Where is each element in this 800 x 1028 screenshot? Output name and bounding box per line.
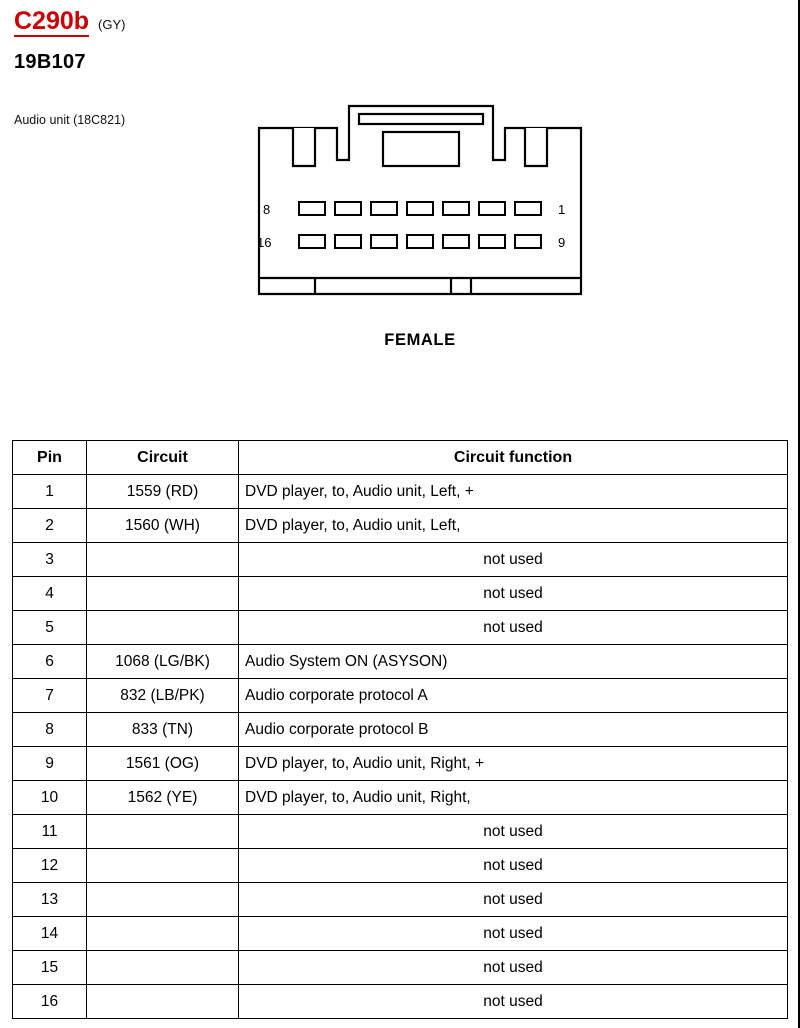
connector-id: C290b [14, 8, 89, 37]
connector-color-code: (GY) [98, 17, 126, 32]
cell-circuit-function: DVD player, to, Audio unit, Right, [239, 781, 788, 815]
cell-circuit-function: Audio System ON (ASYSON) [239, 645, 788, 679]
cell-circuit [87, 577, 239, 611]
cell-circuit-function: not used [239, 611, 788, 645]
cell-circuit-function: DVD player, to, Audio unit, Left, [239, 509, 788, 543]
connector-header [14, 8, 126, 74]
cell-circuit [87, 815, 239, 849]
cell-pin: 3 [13, 543, 87, 577]
pin-table-body [13, 475, 788, 1019]
cell-circuit: 1559 (RD) [87, 475, 239, 509]
cell-circuit [87, 951, 239, 985]
cell-circuit-function: not used [239, 577, 788, 611]
cell-circuit-function: not used [239, 849, 788, 883]
cell-circuit: 832 (LB/PK) [87, 679, 239, 713]
cell-circuit-function: DVD player, to, Audio unit, Left, + [239, 475, 788, 509]
column-header-circuit-function: Circuit function [239, 441, 788, 475]
table-row [13, 883, 788, 917]
cell-pin: 5 [13, 611, 87, 645]
table-row [13, 577, 788, 611]
cell-circuit [87, 985, 239, 1019]
cell-pin: 2 [13, 509, 87, 543]
cell-circuit-function: not used [239, 883, 788, 917]
table-row [13, 509, 788, 543]
cell-circuit [87, 917, 239, 951]
cell-pin: 8 [13, 713, 87, 747]
cell-pin: 12 [13, 849, 87, 883]
cell-circuit: 1560 (WH) [87, 509, 239, 543]
table-row [13, 645, 788, 679]
cell-circuit-function: not used [239, 917, 788, 951]
connector-diagram [255, 92, 585, 320]
cell-circuit: 1068 (LG/BK) [87, 645, 239, 679]
cell-pin: 10 [13, 781, 87, 815]
cell-circuit-function: Audio corporate protocol A [239, 679, 788, 713]
cell-circuit [87, 883, 239, 917]
table-row [13, 713, 788, 747]
connector-gender-label: FEMALE [384, 331, 456, 349]
cell-circuit [87, 849, 239, 883]
cell-pin: 16 [13, 985, 87, 1019]
part-number: 19B107 [14, 51, 86, 74]
column-header-circuit: Circuit [87, 441, 239, 475]
table-row [13, 917, 788, 951]
cell-circuit-function: not used [239, 815, 788, 849]
cell-circuit-function: Audio corporate protocol B [239, 713, 788, 747]
cell-circuit: 1562 (YE) [87, 781, 239, 815]
cavity-label-bottom-right: 9 [558, 235, 566, 250]
cell-pin: 4 [13, 577, 87, 611]
cell-pin: 15 [13, 951, 87, 985]
cavity-label-top-right: 1 [558, 202, 566, 217]
cell-pin: 6 [13, 645, 87, 679]
connector-illustration [255, 92, 585, 320]
cell-circuit-function: not used [239, 543, 788, 577]
column-header-pin: Pin [13, 441, 87, 475]
cell-circuit-function: DVD player, to, Audio unit, Right, + [239, 747, 788, 781]
cell-pin: 13 [13, 883, 87, 917]
table-row [13, 543, 788, 577]
cell-pin: 14 [13, 917, 87, 951]
cavity-label-bottom-left: 16 [257, 235, 272, 250]
pin-table [12, 440, 788, 1019]
table-row [13, 747, 788, 781]
table-row [13, 985, 788, 1019]
table-row [13, 679, 788, 713]
cell-circuit [87, 611, 239, 645]
cell-pin: 1 [13, 475, 87, 509]
table-row [13, 475, 788, 509]
connector-id-row [14, 8, 126, 37]
unit-label: Audio unit (18C821) [14, 113, 126, 127]
cell-circuit-function: not used [239, 985, 788, 1019]
table-row [13, 611, 788, 645]
table-row [13, 781, 788, 815]
table-row [13, 951, 788, 985]
cell-circuit [87, 543, 239, 577]
cell-circuit-function: not used [239, 951, 788, 985]
cell-pin: 9 [13, 747, 87, 781]
cell-pin: 7 [13, 679, 87, 713]
cavity-label-top-left: 8 [263, 202, 271, 217]
table-row [13, 849, 788, 883]
table-row [13, 815, 788, 849]
cell-circuit: 1561 (OG) [87, 747, 239, 781]
table-header-row [13, 441, 788, 475]
cell-pin: 11 [13, 815, 87, 849]
cell-circuit: 833 (TN) [87, 713, 239, 747]
